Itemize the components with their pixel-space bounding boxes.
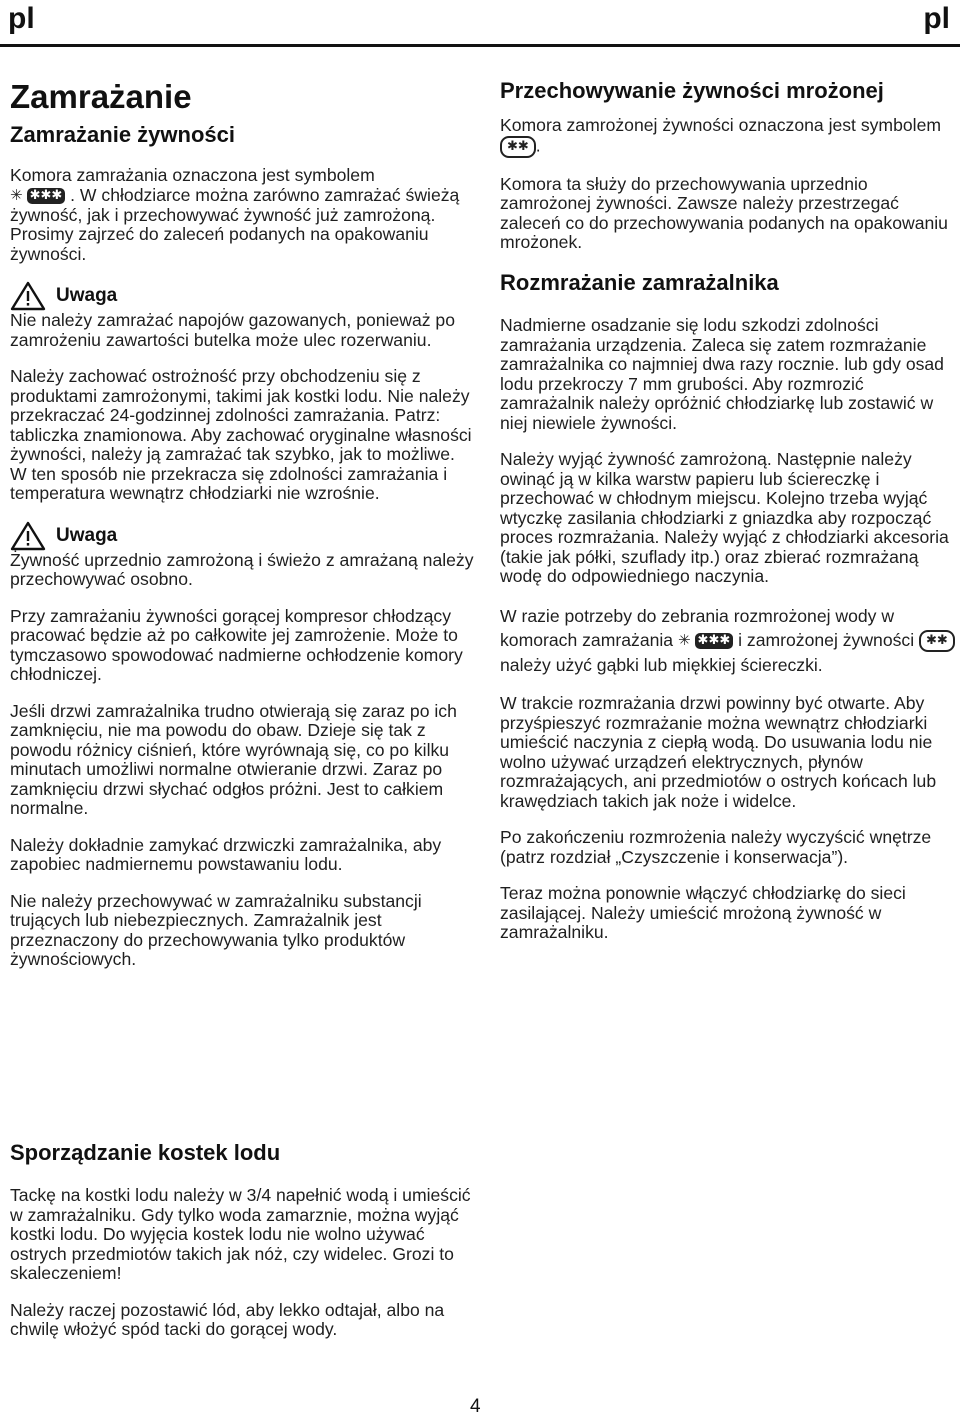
defrost-frequency-paragraph: Nadmierne osadzanie się lodu szkodzi zdolności zamrażania urządzenia. Zaleca się zatem rozmrażanie zamrażalnika co najmniej dwa razy rocznie. lub gdy osad lodu przekroczy 7 mm grubości. Aby rozmrozić zamrażalnik należy opróżnić chłodziarkę lub zostawić w niej niewiele żywności.: [500, 315, 944, 433]
right-column: [500, 78, 955, 960]
defrost-water-text-a: W razie potrzeby do zebrania rozmrożonej wody w komorach zamrażania: [500, 605, 895, 650]
defrost-door-paragraph: W trakcie rozmrażania drzwi powinny być otwarte. Aby przyśpieszyć rozmrażanie można wewnątrz chłodziarki umieścić naczynia z ciepłą wodą. Do usuwania lodu nie wolno używać urządzeń elektrycznych, płynów rozmrażających, ani przedmiotów o ostrych końcach lub krawędziach takich jak noże i widelce.: [500, 693, 937, 811]
left-column: [10, 78, 475, 987]
four-star-symbol-icon: ✳ ✱✱✱: [678, 630, 738, 650]
ice-thaw-paragraph: Należy raczej pozostawić lód, aby lekko odtajał, albo na chwilę włożyć spód tacki do gorącej wody.: [10, 1299, 445, 1339]
reconnect-paragraph: Teraz można ponownie włączyć chłodziarkę do sieci zasilającej. Należy umieścić mrożoną żywność w zamrażalniku.: [500, 883, 906, 943]
defrost-cleaning-paragraph: Po zakończeniu rozmrożenia należy wyczyścić wnętrze (patrz rozdział „Czyszczenie i konserwacja”).: [500, 827, 932, 867]
warning-label-1: Uwaga: [56, 285, 118, 307]
two-star-symbol-icon: ✱✱: [500, 136, 536, 158]
defrost-water-paragraph: [500, 604, 955, 677]
frozen-compartment-paragraph: [500, 116, 955, 158]
freezing-intro-paragraph: [10, 166, 475, 264]
section-title-defrosting: Rozmrażanie zamrażalnika: [500, 269, 779, 295]
warning-block-2: [10, 521, 475, 590]
section-title-storing-frozen-food: Przechowywanie żywności mrożonej: [500, 78, 884, 103]
hot-food-paragraph: Przy zamrażaniu żywności gorącej kompresor chłodzący pracować będzie aż po całkowite jej zamrożenie. Może to tymczasowo spowodować nadmierne ochłodzenie komory chłodniczej.: [10, 605, 463, 685]
freezing-intro-text-a: Komora zamrażania oznaczona jest symbolem: [10, 165, 375, 186]
door-pressure-paragraph: Jeśli drzwi zamrażalnika trudno otwierają się zaraz po ich zamknięciu, nie ma powodu do obaw. Dzieje się tak z powodu różnicy ciśnień, które wyrównają się, co po kilku minutach umożliwi normalne otwieranie drzwi. Zaraz po zamknięciu drzwi słychać odgłos próżni. Jest to całkiem normalne.: [10, 700, 457, 819]
four-star-symbol-icon: ✳ ✱✱✱: [10, 185, 70, 205]
defrost-steps-paragraph: Należy wyjąć żywność zamrożoną. Następnie należy owinąć ją w kilka warstw papieru lub ściereczkę i przechować w chłodnym miejscu. Kolejno trzeba wyjąć wtyczkę zasilania chłodziarki z gniazdka aby rozpocząć proces rozmrażania. Należy wyjąć z chłodziarki akcesoria (takie jak półki, szuflady itp.) oraz zbierać rozmrażaną wodę do odpowiedniego naczynia.: [500, 449, 949, 587]
frozen-compartment-text-a: Komora zamrożonej żywności oznaczona jest symbolem: [500, 115, 942, 136]
subtitle-freezing-food: Zamrażanie żywności: [10, 121, 235, 147]
section-title-freezing: Zamrażanie: [10, 78, 192, 115]
warning-text-2: Żywność uprzednio zamrożoną i świeżo z amrażaną należy przechowywać osobno.: [10, 549, 474, 590]
warning-triangle-icon: [10, 281, 46, 311]
frozen-compartment-text-b: .: [535, 135, 541, 156]
language-code-left: pl: [8, 2, 35, 35]
language-code-right: pl: [923, 2, 950, 35]
section-title-ice-cubes: Sporządzanie kostek lodu: [10, 1140, 281, 1165]
defrost-water-text-b: i zamrożonej żywności: [738, 629, 915, 650]
warning-text-1: Nie należy zamrażać napojów gazowanych, ponieważ po zamrożeniu zawartości butelka może ulec rozerwaniu.: [10, 310, 455, 350]
two-star-symbol-icon: ✱✱: [919, 630, 955, 652]
freezing-intro-text-b: . W chłodziarce można zarówno zamrażać świeżą żywność, jak i przechowywać żywność już zamrożoną. Prosimy zajrzeć do zaleceń podanych na opakowaniu żywności.: [10, 184, 460, 264]
ice-cubes-section: [10, 1140, 480, 1357]
defrost-water-text-c: należy użyć gąbki lub miękkiej ściereczki.: [500, 655, 823, 676]
warning-label-2: Uwaga: [56, 524, 118, 546]
warning-block-1: [10, 281, 475, 350]
page-number: 4: [470, 1396, 481, 1417]
page-header: [0, 0, 960, 50]
header-rule: [0, 44, 960, 47]
ice-tray-paragraph: Tackę na kostki lodu należy w 3/4 napełnić wodą i umieścić w zamrażalniku. Gdy tylko woda zamarznie, można wyjąć kostki lodu. Do wyjęcia kostek lodu nie wolno używać ostrych przedmiotów takich jak nóż, czy widelec. Grozi to skaleczeniem!: [10, 1185, 471, 1283]
frozen-storage-paragraph: Komora ta służy do przechowywania uprzednio zamrożonej żywności. Zawsze należy przestrzegać zaleceń co do przechowywania podanych na opakowaniu mrożonek.: [500, 173, 948, 253]
frozen-products-paragraph: Należy zachować ostrożność przy obchodzeniu się z produktami zamrożonymi, takimi jak kostki lodu. Nie należy przekraczać 24-godzinnej zdolności zamrażania. Patrz: tabliczka znamionowa. Aby zachować oryginalne własności żywności, należy ją zamrażać tak szybko, jak to możliwe. W ten sposób nie przekracza się zdolności zamrażania i temperatura wewnątrz chłodziarki nie wzrośnie.: [10, 366, 472, 504]
toxic-substances-paragraph: Nie należy przechowywać w zamrażalniku substancji trujących lub niebezpiecznych. Zamrażalnik jest przeznaczony do przechowywania tylko produktów żywnościowych.: [10, 890, 422, 970]
close-door-paragraph: Należy dokładnie zamykać drzwiczki zamrażalnika, aby zapobiec nadmiernemu powstawaniu lodu.: [10, 834, 442, 875]
warning-triangle-icon: [10, 521, 46, 551]
